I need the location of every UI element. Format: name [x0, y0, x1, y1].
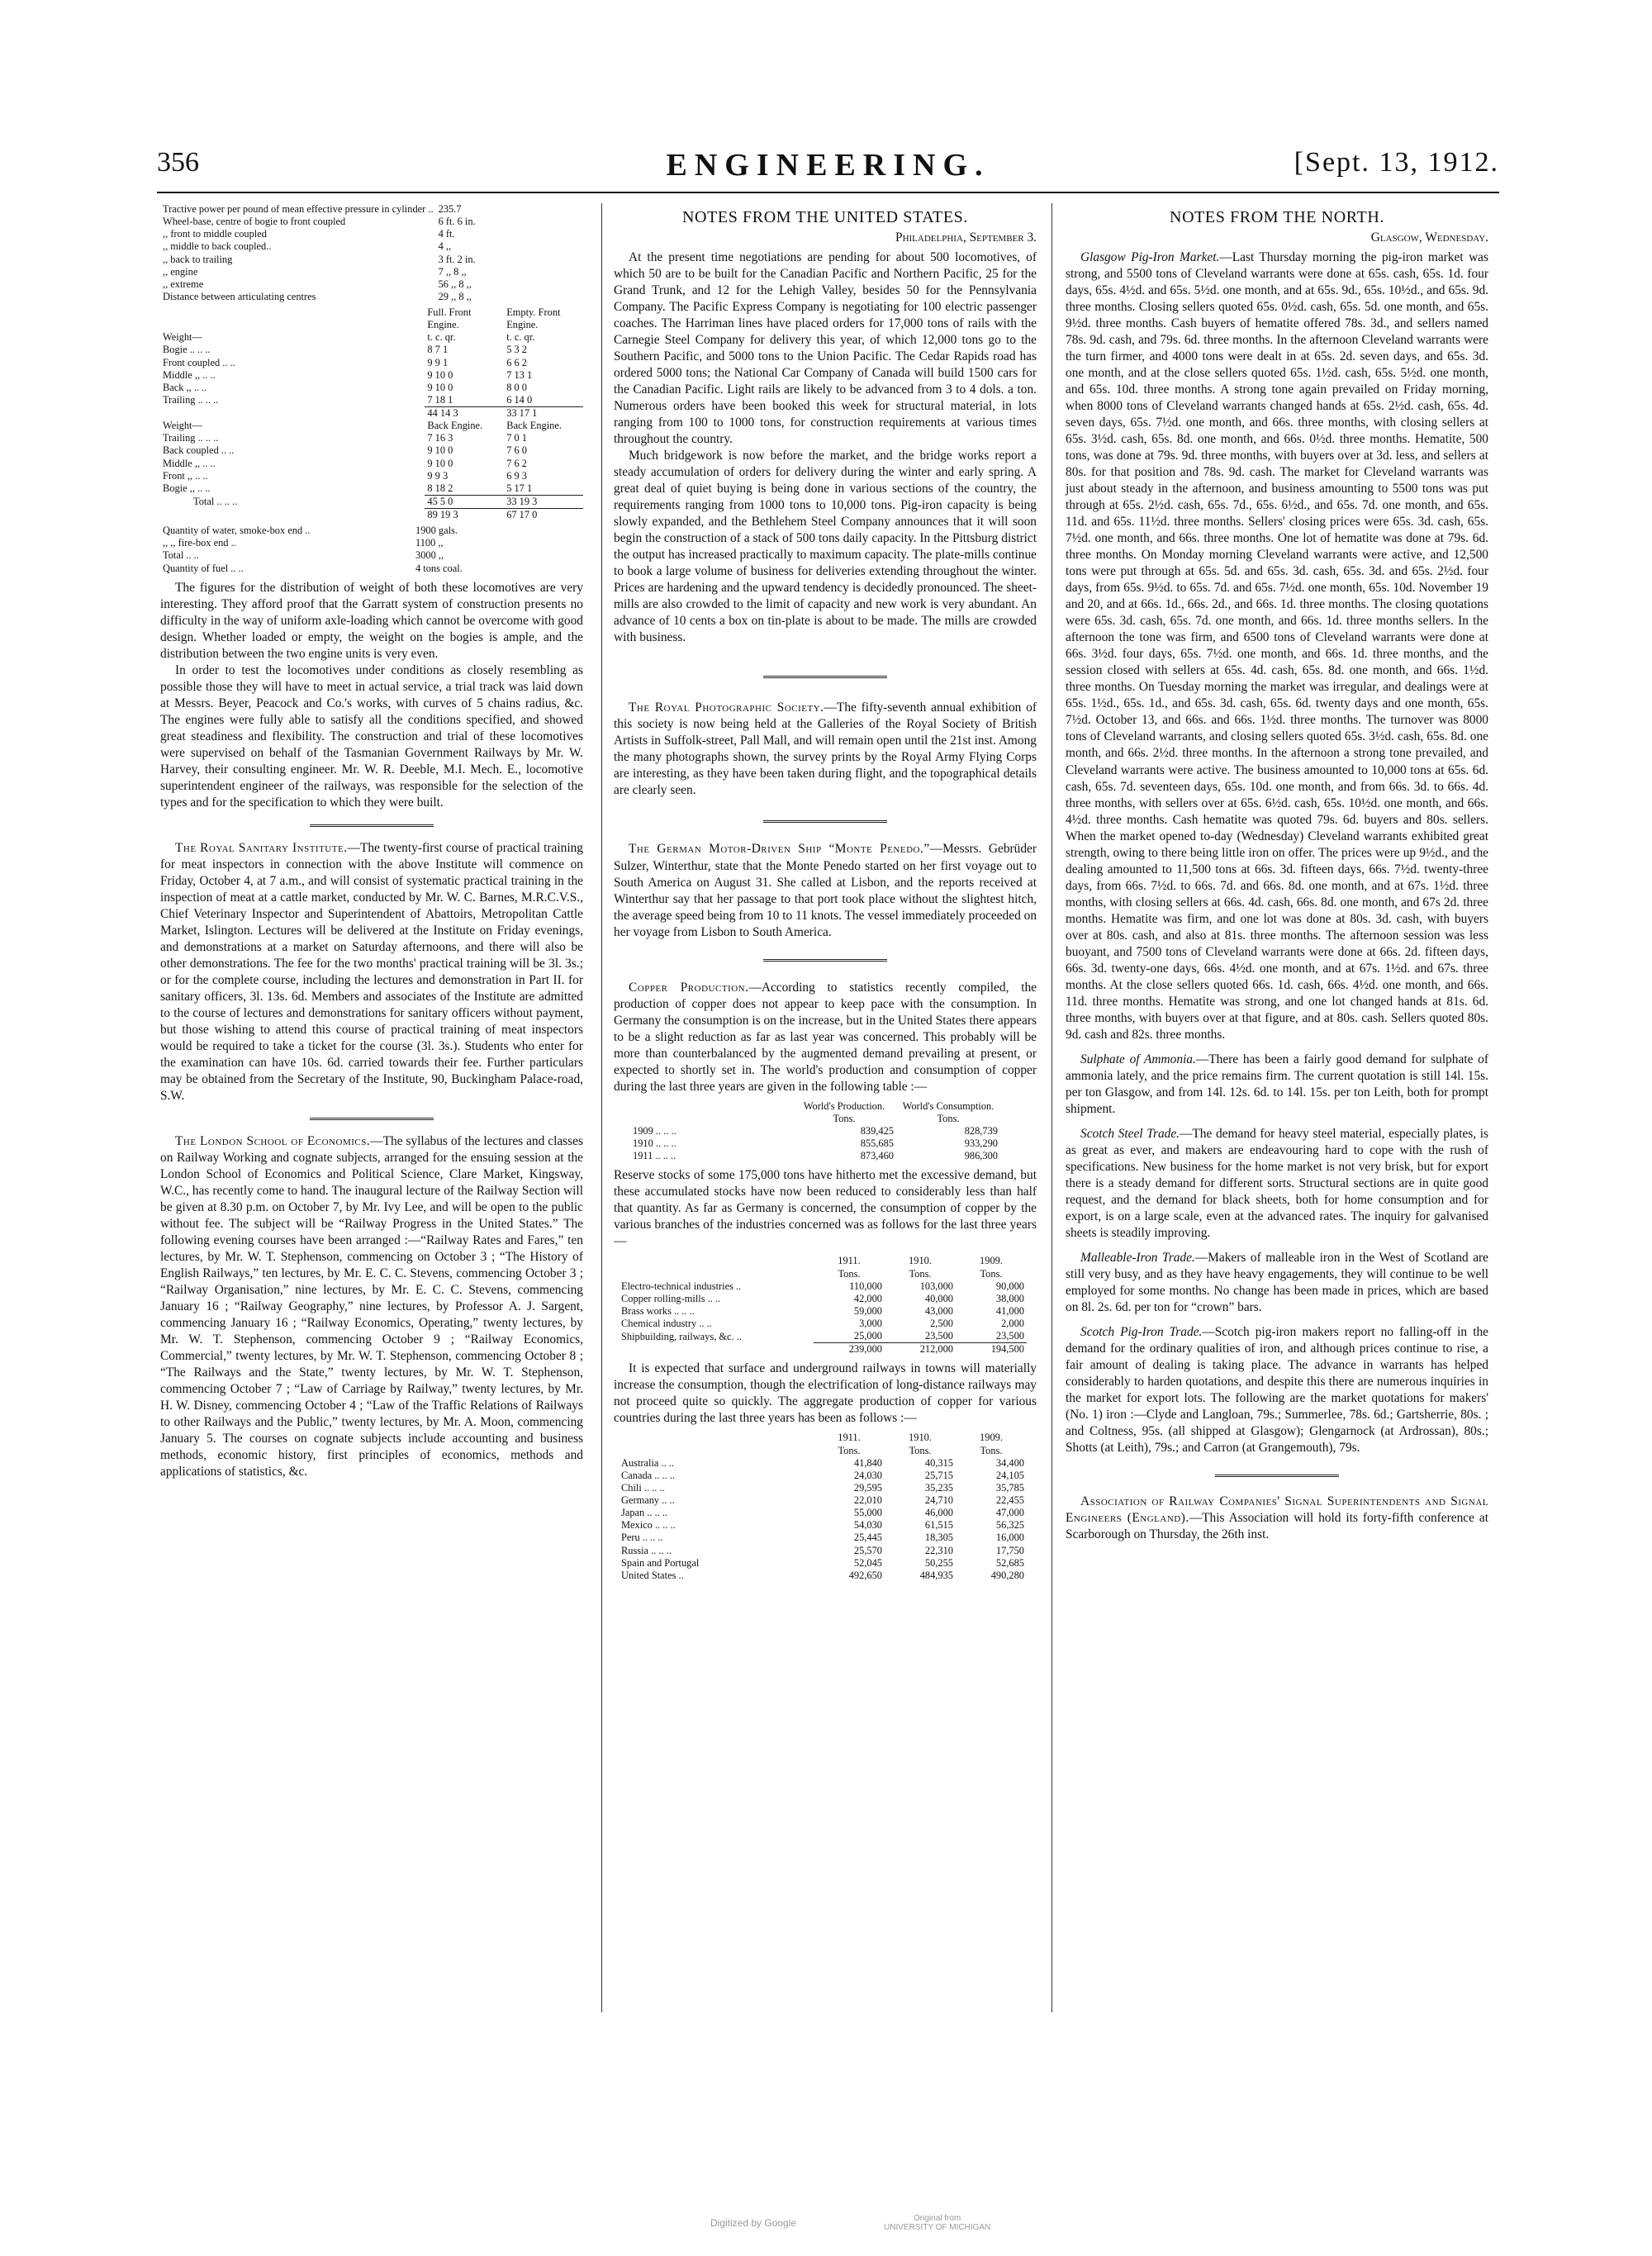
table-row: [619, 1494, 1027, 1507]
news-item-steel-trade: [1066, 1126, 1488, 1242]
table-row: [160, 331, 583, 344]
copper-germany-table: [619, 1255, 1027, 1356]
row-label: Quantity of water, smoke-box end ..: [163, 525, 311, 537]
cell: 4 tons coal.: [415, 562, 463, 574]
cell: 3,000: [859, 1318, 882, 1330]
page-number: 356: [157, 147, 199, 178]
row-label: Russia .. .. ..: [621, 1544, 672, 1556]
section-separator: [1215, 1475, 1339, 1477]
cell: 25,000: [853, 1330, 882, 1342]
cell: 42,000: [853, 1292, 882, 1304]
row-label: Distance between articulating centres: [163, 290, 316, 302]
row-label: Middle ,, .. ..: [163, 368, 216, 381]
cell: 33 19 3: [504, 495, 583, 508]
unit-label: Tons.: [838, 1267, 861, 1280]
table-grand-total-row: [160, 509, 583, 522]
cell: 24,710: [924, 1494, 953, 1507]
item-heading: Scotch Pig-Iron Trade.: [1080, 1325, 1203, 1339]
item-heading: The Royal Sanitary Institute.: [175, 840, 348, 855]
table-row: [160, 563, 496, 575]
cell: 194,500: [956, 1343, 1027, 1356]
locomotive-spec-table: [160, 203, 520, 303]
cell: 6 ft. 6 in.: [438, 216, 476, 228]
cell: 89 19 3: [425, 509, 504, 522]
issue-date: [Sept. 13, 1912.: [1294, 147, 1499, 178]
cell: 29 ,, 8 ,,: [438, 290, 472, 302]
column-2: [614, 203, 1037, 1582]
news-item-glasgow-pig-iron: [1066, 249, 1488, 1043]
table-row: [619, 1532, 1027, 1544]
table-row: [630, 1137, 1000, 1150]
item-body: —The twenty-first course of practical training for meat inspectors in connection with the above Institute will commence on Friday, October 4, at 7 a.m., and will consist of systematic practical training in the inspection of meat at a cattle market, conducted by Mr. W. C. Barnes, M.R.C.V.S., Chief Veterinary Inspector and Superintendent of Abattoirs, Metropolitan Cattle Market, Islington. Lectures will be delivered at the Institute on Friday evenings, and demonstrations at a market on Saturday afternoons, and there will also be other demonstrations. The fee for the two months' practical training will be 3l. 3s.; or for the complete course, including the lectures and demonstration in Part II. for sanitary officers, 3l. 13s. 6d. Members and associates of the Institute are admitted to the course of lectures and demonstrations for sanitary officers without payment, but those wishing to attend this course of practical training of meat inspectors would be required to take a ticket for the course (3l. 3s.). Students who enter for the examination can have 10s. 6d. carried towards their fee. Further particulars may be obtained from the Secretary of the Institute, 90, Buckingham Palace-road, S.W.: [160, 840, 583, 1104]
row-label: Mexico .. .. ..: [621, 1519, 676, 1532]
paragraph: In order to test the locomotives under conditions as closely resembling as possible those they will have to meet in actual service, a trial track was laid down at Messrs. Beyer, Peacock and Co.'s works, with curves of 5 chains radius, &c. The engines were fully able to satisfy all the conditions specified, and showed great steadiness and flexibility. The construction and trial of these locomotives were supervised on behalf of the Tasmanian Government Railways by Mr. W. Harvey, their consulting engineer. Mr. W. R. Deeble, M.I. Mech. E., locomotive superintendent engineer of the railways, was responsible for the selection of the types and for the specification to which they were built.: [160, 663, 583, 810]
row-label: Front coupled .. ..: [163, 356, 235, 368]
item-heading: Scotch Steel Trade.: [1080, 1126, 1180, 1141]
row-label: Wheel-base, centre of bogie to front coupled: [163, 216, 346, 228]
table-row: [160, 240, 520, 253]
row-label: ,, middle to back coupled..: [163, 240, 272, 253]
table-row: [160, 203, 520, 216]
row-label: Back ,, .. ..: [163, 381, 207, 393]
table-row: [619, 1482, 1027, 1494]
cell: 492,650: [848, 1569, 882, 1581]
table-row: [160, 537, 496, 549]
row-label: Trailing .. .. ..: [163, 432, 219, 444]
unit-label: Tons.: [833, 1112, 856, 1124]
cell: 6 6 2: [506, 356, 527, 368]
cell: 9 9 3: [427, 469, 449, 482]
item-heading: Copper Production.: [629, 980, 749, 995]
column-divider: [1051, 203, 1052, 2012]
cell: 24,030: [853, 1469, 882, 1481]
cell: 46,000: [924, 1507, 953, 1519]
cell: 24,105: [995, 1469, 1024, 1481]
cell: 235.7: [438, 203, 462, 215]
cell: 34,400: [995, 1456, 1024, 1469]
news-item-signal-association: [1066, 1494, 1488, 1543]
row-label: Australia .. ..: [621, 1456, 675, 1469]
table-row: [160, 228, 520, 240]
table-row: [630, 1125, 1000, 1137]
paragraph: Much bridgework is now before the market, and the bridge works report a steady accumulation of orders for delivery during the winter and early spring. A great deal of quiet buying is being done in various sections of the country, the requirements ranging from 1000 tons to 10,000 tons. Pig-iron capacity is being slowly expanded, and the Bethlehem Steel Company announces that it will soon begin the construction of a stack of 500 tons daily capacity. In the Pittsburg district the output has increased practically to maximum capacity. The plate-mills continue to book a large volume of business for deliveries extending throughout the winter. Prices are hardening and the upward tendency is decidedly pronounced. The sheet-mills are also crowded to the limit of capacity and new work is very abundant. An advance of 10 cents a box on tin-plate is about to be made. The mills are crowded with business.: [614, 449, 1037, 645]
unit-label: Tons.: [980, 1267, 1003, 1280]
cell: 7 18 1: [427, 393, 453, 406]
cell: 33 17 1: [504, 407, 583, 420]
item-body: —Last Thursday morning the pig-iron market was strong, and 5500 tons of Cleveland warrants were done at 65s. cash, 65s. 1d. four days, 65s. 4½d. and 65s. 5½d. one month, and at 65s. 9d., 65s. 10½d., and 65s. 9d. three months. Closing sellers quoted 65s. 0½d. cash, 65s. 5d. one month, and 65s. 9½d. three months. Cash buyers of hematite offered 78s. 3d., and sellers named 78s. 9d. cash, and 79s. 6d. three months. In the afternoon Cleveland warrants were the turn firmer, and 4000 tons were dealt in at 65s. 2d. seven days, and 65s. 3d. one month, and at the close sellers quoted 65s. 1½d. cash, 65s. 5½d. one month, and 65s. 10d. three months. A strong tone again prevailed on Friday morning, when 8000 tons of Cleveland warrants changed hands at 65s. 2½d. cash, 65s. 4d. seven days, 65s. 7½d. one month, and 66s. three months, with closing sellers at 65s. 3½d. cash, 65s. 8d. one month, and 66s. 0½d. three months. Hematite, 500 tons, was done at 79s. 9d. three months, with buyers over at 3d. less, and sellers at 80s. for that position and 78s. 9d. cash. The market for Cleveland warrants was just about steady in the afternoon, and business amounting to 5500 tons was put through at 65s. 2½d. cash, 65s. 7d., 65s. 6½d., and 65s. 7d. one month, and 65s. 11d. and 65s. 11½d. three months. Sellers' closing prices were 65s. 3d. cash, 65s. 7½d. one month, and 66s. three months. One lot of hematite was done at 79s. 6d. three months. On Monday morning Cleveland warrants were active, and 12,500 tons were put through at 65s. 5d. and 65s. 3d. cash, 65s. 3d. and 65s. 2½d. four days, from 65s. 9½d. to 65s. 7d. and 65s. 7½d. one month, 65s. 10d. November 19 and 20, and at 66s. 1d., 66s. 2d., and 66s. 1d. three months. The closing quotations were 65s. 3d. cash, 65s. 7d. one month, and 66s. 1d. three months sellers. In the afternoon the tone was firm, and 6500 tons of Cleveland warrants were done at 66s. 3½d. four days, 65s. 7½d. one month, and 66s. 1d. three months, and the session closed with sellers at 65s. 4d. cash, 65s. 8d. one month, and 66s. 1½d. three months. On Tuesday morning the market was irregular, and dealings were at 65s. 1½d., 65s. 1d., and 65s. 3d. cash, 65s. 6d. twenty days and one month, 65s. 7½d. October 13, and 66s. and 66s. 1½d. three months. The turnover was 8000 tons of Cleveland warrants, and closing sellers quoted 65s. 3½d. cash, 65s. 8d. one month, and 66s. 2½d. three months. In the afternoon a strong tone prevailed, and Cleveland warrants were active. The business amounted to 10,000 tons at 65s. 6d. cash, 65s. 7d. seventeen days, 65s. 10d. one month, and from 66s. 3d. to 66s. 4d. three months, with sellers over at 65s. 6½d. cash, 65s. 10½d. one month, and 66s. 4½d. three months. Cash hematite was quoted 79s. 6d. buyers and 80s. sellers. When the market opened to-day (Wednesday) Cleveland warrants exhibited great strength, owing to there being little iron on offer. The prices were up 9½d., and the dealing amounted to 11,500 tons at 66s. 3d. fifteen days, 66s. 7½d. twenty-three days, from 66s. 7½d. to 66s. 7d. and 66s. 8d. one month, and at 67s. 1½d. three months, with closing sellers at 66s. 4d. cash, 66s. 8d. one month, and 67s 2d. three months. Hematite was firm, and one lot was done at 80s. 3d. cash, with buyers over at 80s. cash, and also at 81s. three months. The afternoon session was less buoyant, and 7500 tons of Cleveland warrants were done at 66s. 2d. fifteen days, 66s. 3d. twenty-one days, 66s. 4½d. one month, and at 67s. 1½d. and 67s. three months. At the close sellers quoted 66s. 1d. cash, 66s. 4½d. one month, and 66s. 11d. three months. Hematite was strong, and one lot changed hands at 81s. 6d. three months, with buyers over at that figure, and at 80s. cash. Sellers quoted 80s. 9d. cash and 82s. three months.: [1066, 250, 1488, 1042]
table-row: [619, 1507, 1027, 1519]
table-row: [619, 1519, 1027, 1532]
table-row: [619, 1293, 1027, 1305]
cell: 29,595: [853, 1481, 882, 1494]
column-header: World's Consumption.: [902, 1100, 995, 1112]
table-header-row: [160, 306, 583, 331]
row-label: Brass works .. .. ..: [621, 1304, 695, 1317]
table-header-row: [619, 1432, 1027, 1444]
item-heading: Sulphate of Ammonia.: [1080, 1052, 1196, 1066]
cell: 7 6 0: [506, 444, 527, 457]
cell: 9 10 0: [427, 381, 453, 393]
table-row: [619, 1557, 1027, 1570]
cell: 1100 ,,: [415, 537, 444, 549]
cell: 22,455: [995, 1494, 1024, 1507]
cell: 22,310: [924, 1544, 953, 1556]
section-title: NOTES FROM THE UNITED STATES.: [682, 208, 968, 226]
cell: 40,315: [924, 1456, 953, 1469]
table-row: [160, 291, 520, 303]
cell: 55,000: [853, 1507, 882, 1519]
cell: 7 6 2: [506, 457, 527, 469]
row-label: ,, front to middle coupled: [163, 228, 267, 240]
table-row: [619, 1457, 1027, 1470]
table-row: [160, 344, 583, 356]
table-unit-row: [619, 1445, 1027, 1457]
table-row: [160, 369, 583, 382]
cell: 9 10 0: [427, 457, 453, 469]
item-body: —The syllabus of the lectures and classes on Railway Working and cognate subjects, arranged for the ensuing session at the London School of Economics and Political Science, Clare Market, Kingsway, W.C., has recently come to hand. The inaugural lecture of the Railway Section will be given at 8.30 p.m. on October 7, by Mr. Ivy Lee, and will be open to the public without fee. The subject will be “Railway Progress in the United States.” The following evening courses have been arranged :—“Railway Rates and Fares,” ten lectures, by Mr. W. T. Stephenson, commencing on October 3 ; “The History of English Railways,” ten lectures, by Mr. E. C. C. Stevens, commencing October 3 ; “Railway Organisation,” nine lectures, by Mr. E. C. C. Stevens, commencing January 16 ; “Railway Geography,” nine lectures, by Professor A. J. Sargent, commencing January 16 ; “Railway Economics, Operating,” twenty lectures, by Mr. W. T. Stephenson, commencing October 9 ; “Railway Economics, Commercial,” twenty lectures, by Mr. W. T. Stephenson, commencing October 8 ; “The Railways and the State,” twenty lectures, by Mr. W. T. Stephenson, commencing October 7 ; “Law of Carriage by Railway,” twenty lectures, by Mr. H. W. Disney, commencing October 4 ; “Law of the Traffic Relations of Railways to other Railways and the Public,” twenty lectures, by Mr. A. Moon, commencing January 5. The courses on cognate subjects include accounting and business methods, economic history, first principles of economics, methods and applications of statistics, &c.: [160, 1134, 583, 1479]
row-label: Tractive power per pound of mean effective pressure in cylinder ..: [163, 203, 434, 215]
news-item-sulphate: [1066, 1052, 1488, 1118]
item-body: —Messrs. Gebrüder Sulzer, Winterthur, state that the Monte Penedo started on her first voyage out to South America on August 31. She called at Lisbon, and the reports received at Winterthur say that her passage to that port took place without the slightest hitch, the average speed being from 10 to 11 knots. The vessel immediately proceeded on her voyage from Lisbon to South America.: [614, 842, 1037, 939]
cell: 41,840: [853, 1456, 882, 1469]
table-row: [619, 1470, 1027, 1482]
cell: 18,305: [924, 1532, 953, 1544]
table-row: [160, 266, 520, 278]
cell: 45 5 0: [425, 495, 504, 508]
news-item-london-school-of-economics: [160, 1133, 583, 1480]
table-row: [160, 549, 496, 562]
table-row: [619, 1570, 1027, 1582]
unit-label: Tons.: [980, 1444, 1003, 1456]
item-heading: The German Motor-Driven Ship “Monte Penedo.”: [629, 842, 930, 857]
cell: 38,000: [995, 1292, 1024, 1304]
row-label: Chemical industry .. ..: [621, 1318, 712, 1330]
original-from-label: Original from: [914, 2214, 961, 2223]
section-separator: [310, 824, 434, 827]
row-label: United States ..: [621, 1569, 684, 1581]
table-row: [160, 458, 583, 470]
row-label: Quantity of fuel .. ..: [163, 562, 244, 574]
item-body: —The demand for heavy steel material, especially plates, is as great as ever, and makers are endeavouring hard to cope with the rush of specifications. New business for the home market is not very brisk, but for export there is a steady demand for different sorts. Structural sections are in quite good request, and the demand for black sheets, both for home consumption and for export, is on a large scale, even at the advanced rates. The inquiry for galvanised sheets is steadily improving.: [1066, 1126, 1488, 1240]
news-item-motor-ship: [614, 841, 1037, 940]
digitized-credit: Digitized by Google: [710, 2217, 797, 2229]
cell: 4 ft.: [438, 228, 455, 240]
table-row: [160, 525, 496, 537]
cell: 25,715: [924, 1469, 953, 1481]
news-item-scotch-pig-iron: [1066, 1324, 1488, 1456]
cell: 212,000: [885, 1343, 956, 1356]
cell: 6 14 0: [506, 393, 533, 406]
unit-label: Tons.: [909, 1444, 932, 1456]
cell: 35,235: [924, 1481, 953, 1494]
table-total-row: [160, 495, 583, 508]
cell: 56,325: [995, 1519, 1024, 1532]
table-row: [160, 382, 583, 394]
table-header-row: [160, 420, 583, 432]
row-label: 1909 .. .. ..: [633, 1124, 676, 1137]
cell: 7 13 1: [506, 368, 533, 381]
table-row: [630, 1150, 1000, 1162]
column-header: 1909.: [980, 1255, 1003, 1267]
cell: 23,500: [924, 1330, 953, 1342]
unit-label: Tons.: [838, 1444, 861, 1456]
paragraph: At the present time negotiations are pending for about 500 locomotives, of which 50 are to be built for the Canadian Pacific and Northern Pacific, 25 for the Grand Trunk, and 12 for the Lehigh Valley, besides 50 for the Pennsylvania Company. The Pacific Express Company is negotiating for 100 electric passenger coaches. The Harriman lines have placed orders for 17,000 tons of rails with the Carnegie Steel Company for delivery this year, of which 12,000 tons go to the Southern Pacific, and 5000 tons to the Union Pacific. The Cedar Rapids road has ordered 5000 tons; the National Car Company of Canada will build 1500 cars for the Canadian Pacific. Light rails are likely to be advanced from 3 to 4 dols. a ton. Numerous orders have been booked this week for structural material, in lots ranging from 100 to 1000 tons, for construction requirements at various times throughout the country.: [614, 250, 1037, 447]
table-row: [160, 216, 520, 228]
water-fuel-table: [160, 525, 496, 575]
row-label: Back coupled .. ..: [163, 444, 235, 457]
cell: 3000 ,,: [415, 549, 444, 562]
table-row: [619, 1330, 1027, 1343]
paragraph: Reserve stocks of some 175,000 tons have hitherto met the excessive demand, but these accumulated stocks have now been reduced to considerably less than half that quantity. As far as Germany is concerned, the consumption of copper by the various branches of the industries concerned was as follows for the last three years—: [614, 1168, 1037, 1249]
section-title: NOTES FROM THE NORTH.: [1170, 208, 1384, 226]
cell: 2,500: [930, 1318, 953, 1330]
column-3: [1066, 203, 1488, 1543]
cell: 50,255: [924, 1556, 953, 1569]
row-label: Bogie .. .. ..: [163, 344, 211, 356]
cell: 23,500: [995, 1330, 1024, 1342]
section-separator: [763, 820, 887, 823]
item-body: —This Association will hold its forty-fifth conference at Scarborough on Thursday, the 26th inst.: [1066, 1511, 1489, 1542]
column-header: 1910.: [909, 1432, 932, 1444]
copper-countries-table: [619, 1432, 1027, 1582]
table-row: [160, 254, 520, 266]
cell: 8 18 2: [427, 482, 453, 494]
row-label: Middle ,, .. ..: [163, 457, 216, 469]
item-heading: Glasgow Pig-Iron Market.: [1080, 250, 1220, 265]
item-heading: The Royal Photographic Society.: [629, 701, 824, 715]
table-header-row: [619, 1255, 1027, 1267]
cell: 2,000: [1001, 1318, 1024, 1330]
cell: 22,010: [853, 1494, 882, 1507]
table-row: [160, 470, 583, 482]
column-divider: [601, 203, 602, 2012]
cell: 90,000: [995, 1280, 1024, 1292]
original-source: [884, 2214, 990, 2232]
cell: 54,030: [853, 1519, 882, 1532]
row-label: Chili .. .. ..: [621, 1481, 665, 1494]
table-row: [160, 482, 583, 496]
table-total-row: [619, 1343, 1027, 1356]
cell: 873,460: [860, 1150, 894, 1162]
cell: 47,000: [995, 1507, 1024, 1519]
dateline: Glasgow, Wednesday.: [1370, 230, 1488, 245]
item-heading: The London School of Economics.: [175, 1134, 371, 1149]
column-1: [160, 203, 583, 1480]
cell: 8 7 1: [427, 344, 449, 356]
section-separator: [310, 1118, 434, 1120]
row-label: ,, back to trailing: [163, 253, 233, 265]
unit-label: t. c. qr.: [506, 331, 535, 344]
column-header: Empty. Front Engine.: [506, 306, 561, 331]
cell: 5 17 1: [506, 482, 533, 494]
cell: 40,000: [924, 1292, 953, 1304]
cell: 3 ft. 2 in.: [438, 253, 476, 265]
library-name: UNIVERSITY OF MICHIGAN: [884, 2223, 991, 2232]
cell: 7 ,, 8 ,,: [438, 265, 467, 278]
row-label: ,, engine: [163, 265, 198, 278]
cell: 484,935: [919, 1569, 953, 1581]
item-body: —According to statistics recently compiled, the production of copper does not appear to keep pace with the consumption. In Germany the consumption is on the increase, but in the United States there appears to be a slight reduction as far as last year was concerned. This probably will be more than counterbalanced by the augmented demand prevailing at present, or expected to shortly set in. The world's production and consumption of copper during the last three years are given in the following table :—: [614, 980, 1037, 1094]
row-label: Total .. ..: [163, 549, 199, 562]
unit-label: Tons.: [937, 1112, 960, 1124]
row-label: ,, ,, fire-box end ..: [163, 537, 236, 549]
row-label: Canada .. .. ..: [621, 1469, 676, 1481]
row-label: Shipbuilding, railways, &c. ..: [621, 1330, 742, 1342]
row-label: Total .. .. ..: [193, 496, 238, 508]
row-label: Bogie ,, .. ..: [163, 482, 211, 495]
cell: 52,685: [995, 1556, 1024, 1569]
cell: 828,739: [964, 1124, 998, 1137]
table-row: [619, 1318, 1027, 1330]
column-header: 1911.: [838, 1432, 861, 1444]
unit-label: Tons.: [909, 1267, 932, 1280]
column-header: 1910.: [909, 1255, 932, 1267]
section-separator: [763, 959, 887, 962]
table-unit-row: [630, 1113, 1000, 1125]
row-label: 1911 .. .. ..: [633, 1150, 676, 1162]
cell: 35,785: [995, 1481, 1024, 1494]
weight-distribution-table: [160, 306, 583, 521]
cell: 43,000: [924, 1304, 953, 1317]
table-row: [160, 444, 583, 457]
cell: 17,750: [995, 1544, 1024, 1556]
journal-title: ENGINEERING.: [666, 148, 990, 183]
row-label: Germany .. ..: [621, 1494, 675, 1507]
cell: 67 17 0: [504, 509, 583, 522]
cell: 110,000: [849, 1280, 882, 1292]
paragraph: The figures for the distribution of weight of both these locomotives are very interesting. They afford proof that the Garratt system of construction presents no difficulty in the way of uniform axle-loading which cannot be overcome with good design. Whether loaded or empty, the weight on the bogies is ample, and the distribution between the two engine units is very even.: [160, 580, 583, 661]
news-item-copper-production: [614, 980, 1037, 1095]
header-rule: [157, 192, 1499, 193]
item-heading: Association of Railway Companies' Signal Superintendents and Signal Engineers (England).: [1066, 1494, 1488, 1526]
cell: 855,685: [860, 1137, 894, 1150]
cell: 9 10 0: [427, 444, 453, 457]
cell: 25,445: [853, 1532, 882, 1544]
copper-world-table: [630, 1100, 1000, 1163]
page-header: [157, 147, 1499, 188]
column-header: World's Production.: [803, 1100, 885, 1112]
table-unit-row: [619, 1268, 1027, 1280]
column-header: 1911.: [838, 1255, 861, 1267]
cell: 7 0 1: [506, 432, 527, 444]
row-label: Weight—: [163, 420, 202, 432]
table-total-row: [160, 407, 583, 420]
cell: 25,570: [853, 1544, 882, 1556]
cell: 5 3 2: [506, 344, 527, 356]
column-header: Back Engine.: [427, 420, 483, 432]
row-label: Weight—: [163, 331, 202, 344]
row-label: 1910 .. .. ..: [633, 1137, 676, 1150]
item-body: —There has been a fairly good demand for sulphate of ammonia lately, and the price remains firm. The current quotation is still 14l. 15s. per ton Glasgow, and from 14l. 12s. 6d. to 14l. 15s. per ton Leith, both for prompt shipment.: [1066, 1052, 1488, 1116]
item-body: —The fifty-seventh annual exhibition of this society is now being held at the Galleries of the Royal Society of British Artists in Suffolk-street, Pall Mall, and will remain open until the 21st inst. Among the many photographs shown, the survey prints by the Royal Army Flying Corps are interesting, as they have been taken during flight, and the topographical details are clearly seen.: [614, 701, 1037, 798]
row-label: Trailing .. .. ..: [163, 394, 219, 406]
cell: 239,000: [814, 1343, 885, 1356]
row-label: Front ,, .. ..: [163, 469, 208, 482]
cell: 8 0 0: [506, 381, 527, 393]
news-item-photographic-society: [614, 700, 1037, 799]
cell: 9 9 1: [427, 356, 449, 368]
column-header: Full. Front Engine.: [427, 306, 472, 331]
cell: 1900 gals.: [415, 525, 458, 537]
cell: 986,300: [964, 1150, 998, 1162]
table-row: [619, 1280, 1027, 1293]
cell: 490,280: [990, 1569, 1024, 1581]
cell: 7 16 3: [427, 432, 453, 444]
cell: 103,000: [919, 1280, 953, 1292]
item-body: —Makers of malleable iron in the West of Scotland are still very busy, and as they have heavy engagements, they will continue to be well employed for some months. No change has been made in prices, which are based on 8l. 2s. 6d. per ton for “crown” bars.: [1066, 1250, 1488, 1314]
cell: 59,000: [853, 1304, 882, 1317]
row-label: Peru .. .. ..: [621, 1532, 663, 1544]
row-label: Electro-technical industries ..: [621, 1280, 742, 1292]
cell: 61,515: [924, 1519, 953, 1532]
item-heading: Malleable-Iron Trade.: [1080, 1250, 1195, 1265]
cell: 44 14 3: [425, 407, 504, 420]
paragraph: It is expected that surface and underground railways in towns will materially increase the consumption, though the electrification of long-distance railways may not proceed quite so quickly. The aggregate production of copper for various countries during the last three years has been as follows :—: [614, 1361, 1037, 1426]
cell: 9 10 0: [427, 368, 453, 381]
row-label: Japan .. .. ..: [621, 1507, 668, 1519]
table-row: [619, 1305, 1027, 1318]
row-label: Spain and Portugal: [621, 1556, 700, 1569]
cell: 839,425: [860, 1124, 894, 1137]
cell: 52,045: [853, 1556, 882, 1569]
cell: 4 ,,: [438, 240, 452, 253]
column-header: 1909.: [980, 1432, 1003, 1444]
table-row: [160, 394, 583, 407]
table-row: [160, 278, 520, 291]
column-header: Back Engine.: [506, 420, 562, 432]
cell: 16,000: [995, 1532, 1024, 1544]
news-item-malleable-iron: [1066, 1250, 1488, 1316]
dateline: Philadelphia, September 3.: [895, 230, 1037, 245]
cell: 6 9 3: [506, 469, 527, 482]
cell: 56 ,, 8 ,,: [438, 278, 472, 290]
cell: 933,290: [964, 1137, 998, 1150]
table-header-row: [630, 1100, 1000, 1113]
row-label: ,, extreme: [163, 278, 204, 290]
table-row: [160, 432, 583, 444]
news-item-sanitary-institute: [160, 840, 583, 1104]
table-row: [160, 357, 583, 369]
item-body: —Scotch pig-iron makers report no falling-off in the demand for the ordinary qualities of iron, and although prices continue to rise, a fair amount of dealing is taking place. The advance in warrants has helped considerably to harden quotations, and despite this there are numerous inquiries in the market for export lots. The following are the market quotations for makers' (No. 1) iron :—Clyde and Langloan, 79s.; Summerlee, 78s. 6d.; Gartsherrie, 80s. ; and Coltness, 95s. (all shipped at Glasgow); Glengarnock (at Ardrossan), 80s.; Shotts (at Leith), 79s.; and Carron (at Grangemouth), 79s.: [1066, 1325, 1488, 1456]
table-row: [619, 1545, 1027, 1557]
unit-label: t. c. qr.: [427, 331, 456, 344]
row-label: Copper rolling-mills .. ..: [621, 1292, 721, 1304]
cell: 41,000: [995, 1304, 1024, 1317]
section-separator: [763, 676, 887, 678]
